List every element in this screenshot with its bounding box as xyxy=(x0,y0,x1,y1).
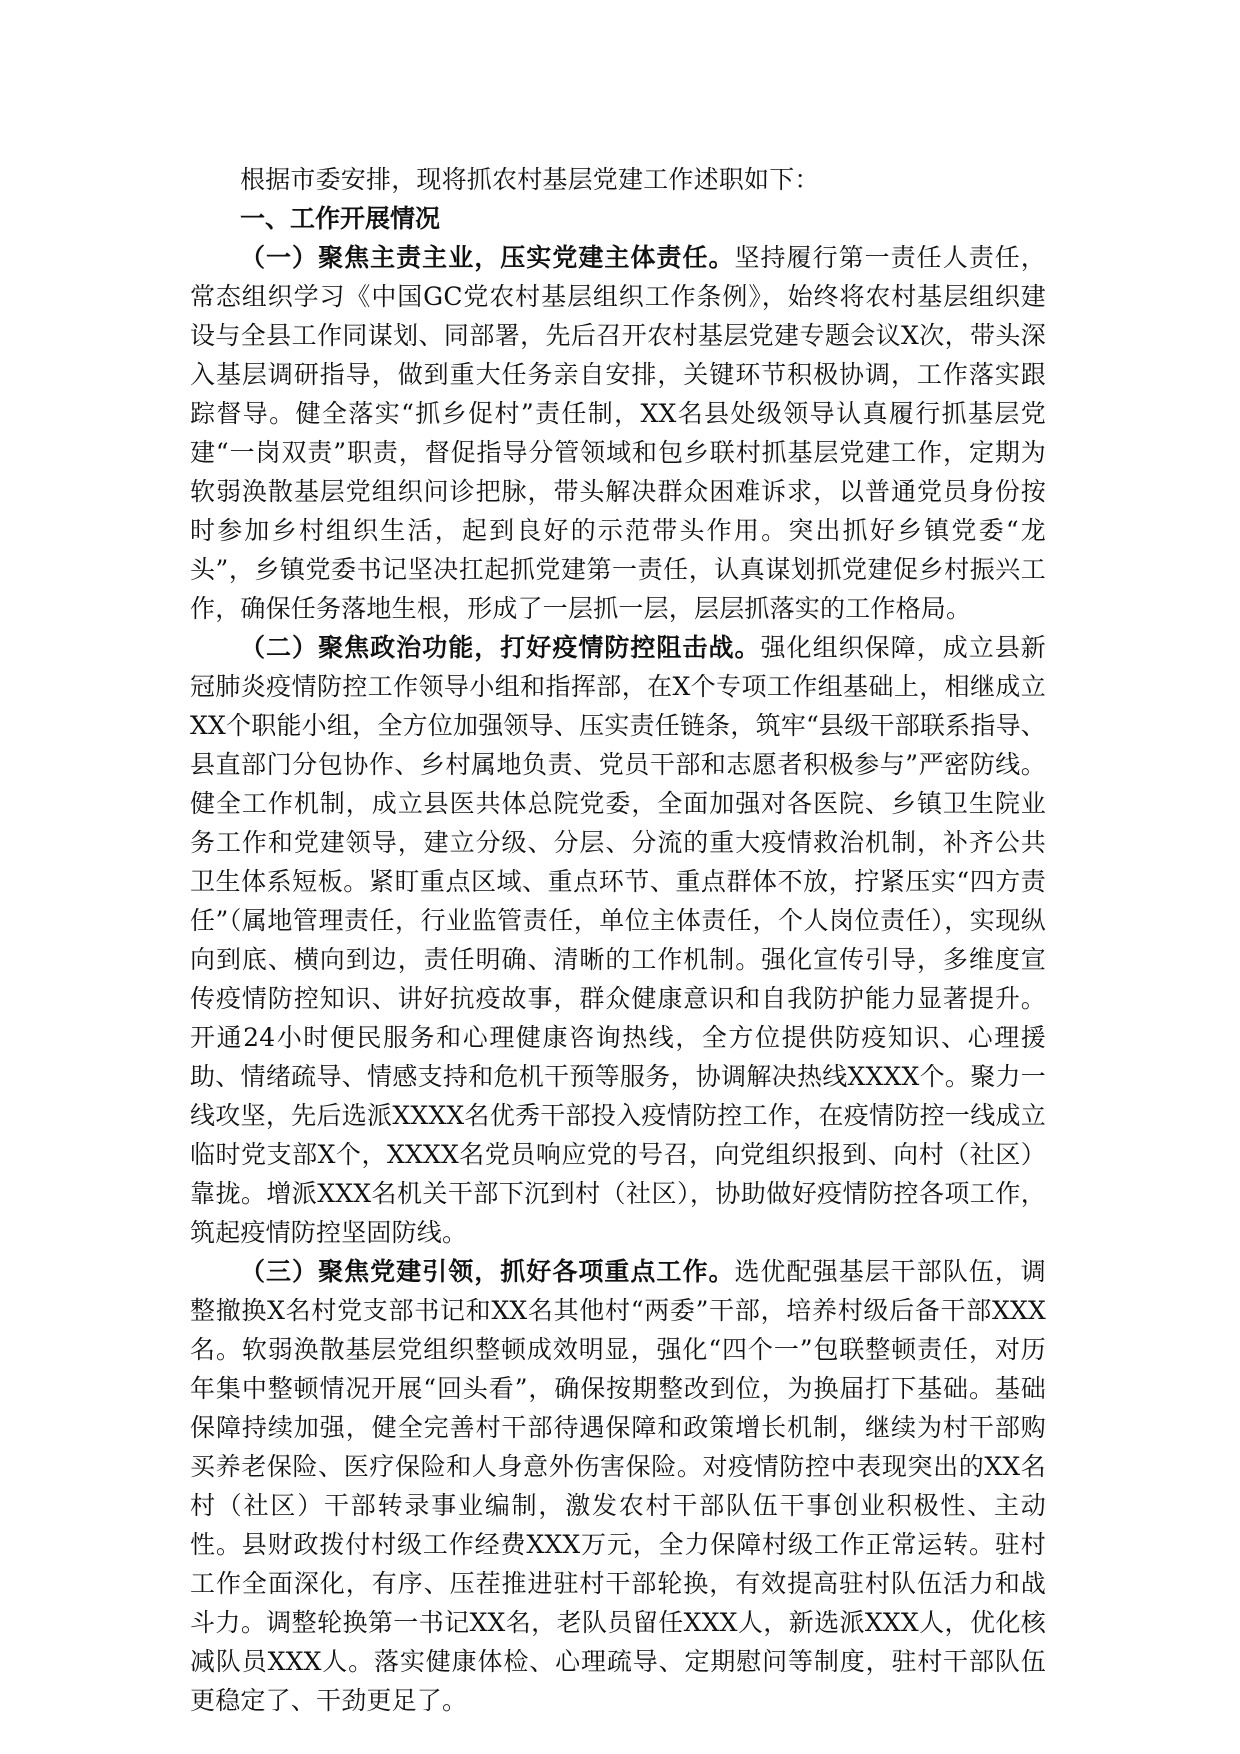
paragraph-2-body: 强化组织保障，成立县新冠肺炎疫情防控工作领导小组和指挥部，在X个专项工作组基础上，相继成立XX个职能小组，全方位加强领导、压实责任链条，筑牢“县级干部联系指导、县直部门分包协作、乡村属地负责、党员干部和志愿者积极参与”严密防线。健全工作机制，成立县医共体总院党委，全面加强对各医院、乡镇卫生院业务工作和党建领导，建立分级、分层、分流的重大疫情救治机制，补齐公共卫生体系短板。紧盯重点区域、重点环节、重点群体不放，拧紧压实“四方责任”（属地管理责任，行业监管责任，单位主体责任，个人岗位责任），实现纵向到底、横向到边，责任明确、清晰的工作机制。强化宣传引导，多维度宣传疫情防控知识、讲好抗疫故事，群众健康意识和自我防护能力显著提升。开通24小时便民服务和心理健康咨询热线，全方位提供防疫知识、心理援助、情绪疏导、情感支持和危机干预等服务，协调解决热线XXXX个。聚力一线攻坚，先后选派XXXX名优秀干部投入疫情防控工作，在疫情防控一线成立临时党支部X个，XXXX名党员响应党的号召，向党组织报到、向村（社区）靠拢。增派XXX名机关干部下沉到村（社区），协助做好疫情防控各项工作，筑起疫情防控坚固防线。 xyxy=(190,633,1046,1247)
document-page xyxy=(190,160,1046,1720)
paragraph-1 xyxy=(190,238,1046,628)
paragraph-2 xyxy=(190,628,1046,1252)
section-heading: 一、工作开展情况 xyxy=(240,204,441,233)
paragraph-2-lead: （二）聚焦政治功能，打好疫情防控阻击战。 xyxy=(240,633,761,662)
paragraph-1-lead: （一）聚焦主责主业，压实党建主体责任。 xyxy=(240,243,735,272)
paragraph-1-body: 坚持履行第一责任人责任，常态组织学习《中国GC党农村基层组织工作条例》，始终将农村基层组织建设与全县工作同谋划、同部署，先后召开农村基层党建专题会议X次，带头深入基层调研指导，做到重大任务亲自安排，关键环节积极协调，工作落实跟踪督导。健全落实“抓乡促村”责任制，XX名县处级领导认真履行抓基层党建“一岗双责”职责，督促指导分管领域和包乡联村抓基层党建工作，定期为软弱涣散基层党组织问诊把脉，带头解决群众困难诉求，以普通党员身份按时参加乡村组织生活，起到良好的示范带头作用。突出抓好乡镇党委“龙头”，乡镇党委书记坚决扛起抓党建第一责任，认真谋划抓党建促乡村振兴工作，确保任务落地生根，形成了一层抓一层，层层抓落实的工作格局。 xyxy=(190,243,1046,623)
intro-paragraph: 根据市委安排，现将抓农村基层党建工作述职如下： xyxy=(240,165,820,194)
paragraph-3 xyxy=(190,1252,1046,1720)
paragraph-3-body: 选优配强基层干部队伍，调整撤换X名村党支部书记和XX名其他村“两委”干部，培养村级后备干部XXX名。软弱涣散基层党组织整顿成效明显，强化“四个一”包联整顿责任，对历年集中整顿情况开展“回头看”，确保按期整改到位，为换届打下基础。基础保障持续加强，健全完善村干部待遇保障和政策增长机制，继续为村干部购买养老保险、医疗保险和人身意外伤害保险。对疫情防控中表现突出的XX名村（社区）干部转录事业编制，激发农村干部队伍干事创业积极性、主动性。县财政拨付村级工作经费XXX万元，全力保障村级工作正常运转。驻村工作全面深化，有序、压茬推进驻村干部轮换，有效提高驻村队伍活力和战斗力。调整轮换第一书记XX名，老队员留任XXX人，新选派XXX人，优化核减队员XXX人。落实健康体检、心理疏导、定期慰问等制度，驻村干部队伍更稳定了、干劲更足了。 xyxy=(190,1257,1046,1715)
paragraph-3-lead: （三）聚焦党建引领，抓好各项重点工作。 xyxy=(240,1257,735,1286)
